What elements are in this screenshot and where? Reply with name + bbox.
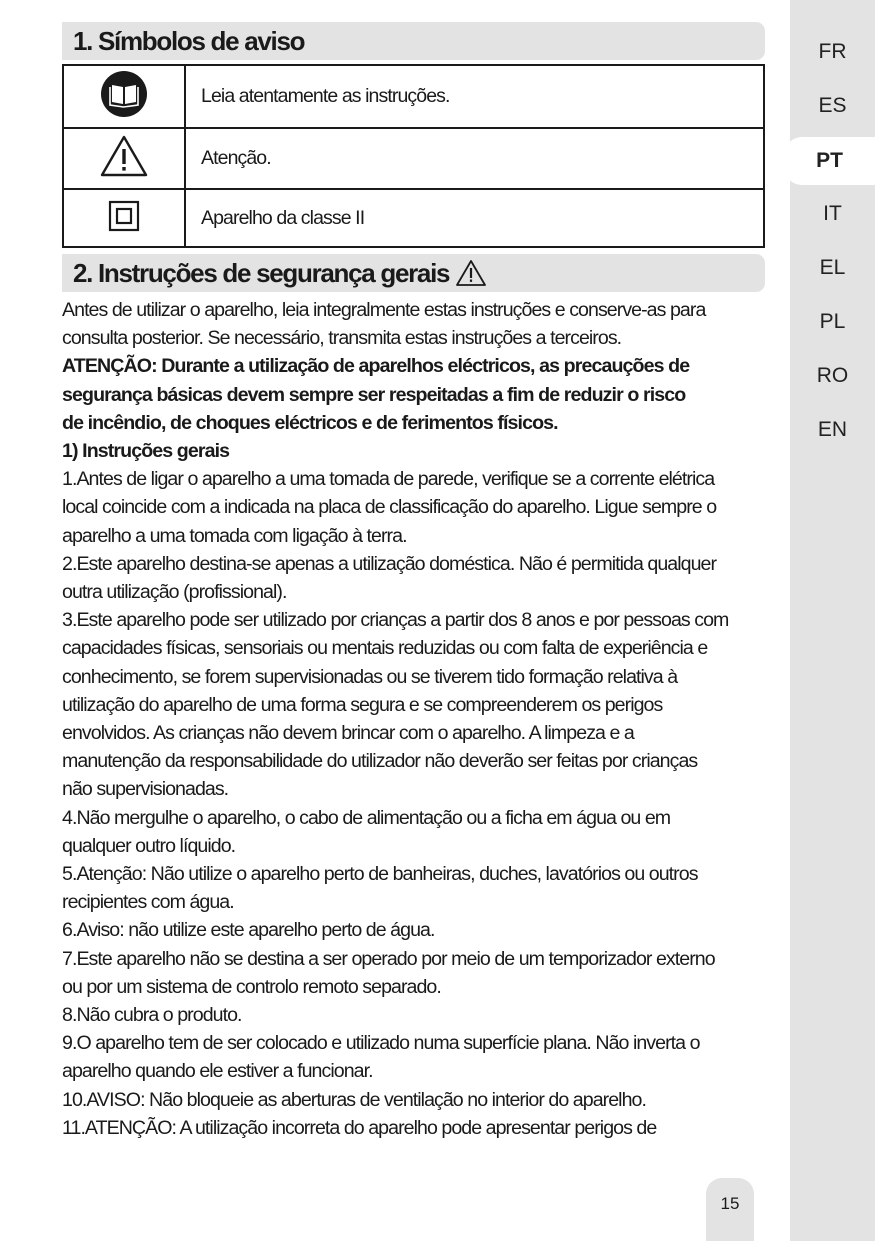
instruction-line: local coincide com a indicada na placa de classificação do aparelho. Ligue sempre o	[62, 496, 717, 519]
intro-line: Antes de utilizar o aparelho, leia integralmente estas instruções e conserve-as para	[62, 299, 706, 321]
language-tab-en[interactable]: EN	[817, 418, 848, 441]
table-row	[63, 65, 764, 128]
warning-symbols-table	[62, 64, 765, 248]
language-sidebar	[790, 0, 875, 1241]
page-number	[706, 1178, 754, 1241]
page-number-label: 15	[720, 1194, 740, 1213]
language-tab-es[interactable]: ES	[818, 94, 847, 117]
instruction-line: conhecimento, se forem supervisionadas ou se tiverem tido formação relativa à	[62, 665, 678, 688]
instruction-line: manutenção da responsabilidade do utilizador não deverão ser feitas por crianças	[62, 750, 698, 773]
instruction-line: 4.Não mergulhe o aparelho, o cabo de alimentação ou a ficha em água ou em	[62, 806, 671, 829]
language-tab-pl[interactable]: PL	[819, 310, 846, 333]
symbol-description: Aparelho da classe II	[185, 189, 764, 247]
section-heading-warning-symbols	[62, 22, 765, 60]
language-tab-ro[interactable]: RO	[816, 364, 849, 387]
warning-triangle-icon	[455, 259, 487, 287]
instruction-line: 10.AVISO: Não bloqueie as aberturas de ventilação no interior do aparelho.	[62, 1088, 646, 1111]
subheading-general-instructions: 1) Instruções gerais	[62, 440, 230, 463]
instruction-line: aparelho a uma tomada com ligação à terra.	[62, 524, 407, 547]
class-ii-double-square-icon	[108, 219, 140, 236]
instruction-line: ou por um sistema de controlo remoto separado.	[62, 975, 441, 998]
instruction-line: 9.O aparelho tem de ser colocado e utilizado numa superfície plana. Não inverta o	[62, 1032, 700, 1055]
instruction-line: capacidades físicas, sensoriais ou mentais reduzidas ou com falta de experiência e	[62, 637, 708, 660]
icon-cell	[63, 128, 185, 189]
instruction-line: utilização do aparelho de uma forma segura e se compreenderem os perigos	[62, 693, 663, 716]
table-row	[63, 189, 764, 247]
instruction-line: 6.Aviso: não utilize este aparelho perto de água.	[62, 919, 435, 942]
warning-statement-line: ATENÇÃO: Durante a utilização de aparelhos eléctricos, as precauções de	[62, 355, 690, 378]
language-tab-fr[interactable]: FR	[818, 40, 847, 63]
instruction-line: recipientes com água.	[62, 891, 234, 914]
warning-statement-line: de incêndio, de choques eléctricos e de ferimentos físicos.	[62, 411, 558, 434]
instruction-line: 2.Este aparelho destina-se apenas a utilização doméstica. Não é permitida qualquer	[62, 552, 717, 575]
section-title: 2. Instruções de segurança gerais	[73, 257, 450, 288]
instruction-line: envolvidos. As crianças não devem brincar com o aparelho. A limpeza e a	[62, 722, 634, 745]
instruction-line: 11.ATENÇÃO: A utilização incorreta do aparelho pode apresentar perigos de	[62, 1116, 657, 1139]
warning-statement-line: segurança básicas devem sempre ser respeitadas a fim de reduzir o risco	[62, 383, 686, 406]
instruction-line: outra utilização (profissional).	[62, 581, 287, 604]
instruction-line: qualquer outro líquido.	[62, 834, 236, 857]
table-row	[63, 128, 764, 189]
symbol-description: Leia atentamente as instruções.	[185, 65, 764, 128]
icon-cell	[63, 65, 185, 128]
warning-triangle-icon	[99, 165, 149, 182]
section-title: 1. Símbolos de aviso	[73, 25, 305, 56]
intro-line: consulta posterior. Se necessário, transmita estas instruções a terceiros.	[62, 327, 622, 350]
instruction-line: 1.Antes de ligar o aparelho a uma tomada de parede, verifique se a corrente elétrica	[62, 468, 715, 491]
instruction-line: não supervisionadas.	[62, 778, 229, 801]
icon-cell	[63, 189, 185, 247]
instruction-line: 3.Este aparelho pode ser utilizado por crianças a partir dos 8 anos e por pessoas com	[62, 609, 729, 632]
instruction-line: aparelho quando ele estiver a funcionar.	[62, 1060, 373, 1083]
instruction-line: 8.Não cubra o produto.	[62, 1004, 242, 1027]
instruction-line: 7.Este aparelho não se destina a ser operado por meio de um temporizador externo	[62, 947, 715, 970]
section-heading-safety-instructions	[62, 254, 765, 292]
symbol-description: Atenção.	[185, 128, 764, 189]
book-icon	[100, 105, 148, 122]
instruction-line: 5.Atenção: Não utilize o aparelho perto de banheiras, duches, lavatórios ou outros	[62, 863, 698, 886]
language-tab-pt[interactable]: PT	[784, 137, 875, 185]
language-tab-it[interactable]: IT	[823, 202, 842, 225]
language-tab-el[interactable]: EL	[819, 256, 846, 279]
main-content	[62, 22, 765, 1142]
safety-instructions-body	[62, 296, 765, 1142]
